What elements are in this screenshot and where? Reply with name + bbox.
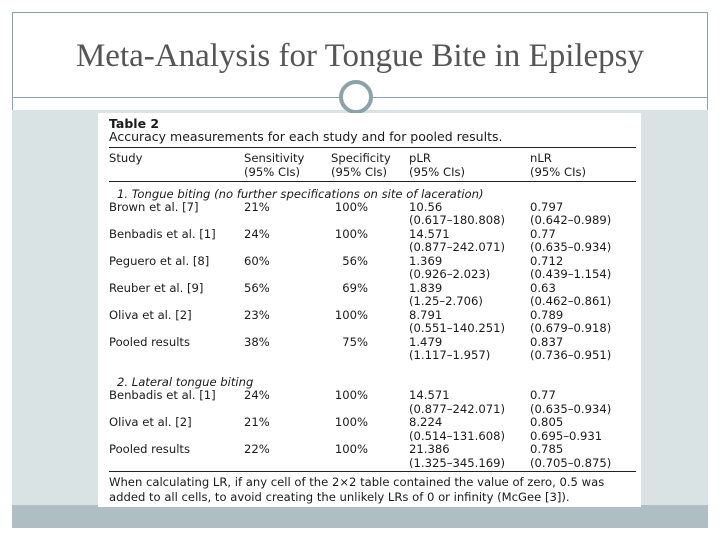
table-row-plr: 8.791 xyxy=(409,308,443,322)
table-row-plr: 14.571 xyxy=(409,227,450,241)
section-1-label: 1. Tongue biting (no further specifications on site of laceration) xyxy=(117,187,484,201)
table-rule-bottom xyxy=(109,471,636,472)
header-plr: pLR xyxy=(409,151,431,165)
table-row-plr-ci: (0.877–242.071) xyxy=(409,240,505,254)
table-row-nlr-ci: (0.635–0.934) xyxy=(530,240,612,254)
table-row-nlr: 0.77 xyxy=(530,227,556,241)
table-row-study: Benbadis et al. [1] xyxy=(109,227,216,241)
table-image xyxy=(98,113,641,507)
table-rule-header xyxy=(109,181,636,182)
section-2-label: 2. Lateral tongue biting xyxy=(117,375,254,389)
table-row-sensitivity: 24% xyxy=(244,388,270,402)
table-row-sensitivity: 21% xyxy=(244,415,270,429)
table-row-nlr: 0.837 xyxy=(530,335,564,349)
table-row-plr: 1.479 xyxy=(409,335,443,349)
header-sensitivity-ci: (95% CIs) xyxy=(244,165,301,179)
table-row-specificity: 100% xyxy=(334,442,368,456)
table-row-specificity: 100% xyxy=(334,308,368,322)
table-row-nlr: 0.797 xyxy=(530,200,564,214)
table-row-study: Pooled results xyxy=(109,335,191,349)
table-row-plr-ci: (1.325–345.169) xyxy=(409,456,505,470)
table-row-specificity: 75% xyxy=(342,335,368,349)
table-row-nlr-ci: (0.439–1.154) xyxy=(530,267,612,281)
table-row-plr: 8.224 xyxy=(409,415,443,429)
table-row-specificity: 100% xyxy=(334,388,368,402)
table-row-specificity: 69% xyxy=(342,281,368,295)
header-specificity: Specificity xyxy=(331,151,391,165)
table-row-nlr: 0.789 xyxy=(530,308,564,322)
table-row-nlr: 0.63 xyxy=(530,281,556,295)
table-row-plr-ci: (0.877–242.071) xyxy=(409,402,505,416)
table-row-plr: 10.56 xyxy=(409,200,443,214)
table-row-sensitivity: 21% xyxy=(244,200,270,214)
table-row-plr: 21.386 xyxy=(409,442,450,456)
table-row-sensitivity: 24% xyxy=(244,227,270,241)
table-label: Table 2 xyxy=(109,116,160,131)
table-rule-top xyxy=(109,147,636,148)
table-row-study: Oliva et al. [2] xyxy=(109,308,192,322)
table-row-nlr: 0.77 xyxy=(530,388,556,402)
table-row-nlr: 0.805 xyxy=(530,415,564,429)
table-row-specificity: 100% xyxy=(334,200,368,214)
table-row-nlr: 0.712 xyxy=(530,254,564,268)
table-row-plr-ci: (1.117–1.957) xyxy=(409,348,491,362)
table-row-plr-ci: (0.617–180.808) xyxy=(409,213,505,227)
table-caption: Accuracy measurements for each study and for pooled results. xyxy=(109,129,503,144)
decorative-circle-icon xyxy=(339,80,373,114)
header-specificity-ci: (95% CIs) xyxy=(331,165,388,179)
table-row-specificity: 100% xyxy=(334,415,368,429)
table-row-plr-ci: (0.514–131.608) xyxy=(409,429,505,443)
table-row-sensitivity: 38% xyxy=(244,335,270,349)
table-row-specificity: 56% xyxy=(342,254,368,268)
header-nlr: nLR xyxy=(530,151,552,165)
table-row-nlr-ci: (0.679–0.918) xyxy=(530,321,612,335)
table-row-sensitivity: 56% xyxy=(244,281,270,295)
header-sensitivity: Sensitivity xyxy=(244,151,305,165)
table-footnote: When calculating LR, if any cell of the 2×2 table contained the value of zero, 0.5 was added to all cells, to avoid creating the unlikely LRs of 0 or infinity (McGee [3]). xyxy=(109,475,605,504)
table-row-study: Reuber et al. [9] xyxy=(109,281,204,295)
table-row-study: Oliva et al. [2] xyxy=(109,415,192,429)
table-row-plr-ci: (0.551–140.251) xyxy=(409,321,505,335)
table-row-study: Brown et al. [7] xyxy=(109,200,199,214)
table-row-nlr-ci: (0.462–0.861) xyxy=(530,294,612,308)
table-row-study: Pooled results xyxy=(109,442,191,456)
bottom-bar xyxy=(12,505,708,528)
table-row-specificity: 100% xyxy=(334,227,368,241)
table-row-plr: 14.571 xyxy=(409,388,450,402)
table-row-sensitivity: 22% xyxy=(244,442,270,456)
table-row-sensitivity: 60% xyxy=(244,254,270,268)
table-row-study: Peguero et al. [8] xyxy=(109,254,210,268)
header-study: Study xyxy=(109,151,143,165)
table-row-plr: 1.369 xyxy=(409,254,443,268)
slide-title: Meta-Analysis for Tongue Bite in Epilepsy xyxy=(75,38,645,74)
table-row-nlr-ci: 0.695–0.931 xyxy=(530,429,603,443)
table-row-nlr-ci: (0.642–0.989) xyxy=(530,213,612,227)
table-row-nlr-ci: (0.736–0.951) xyxy=(530,348,612,362)
table-row-study: Benbadis et al. [1] xyxy=(109,388,216,402)
table-row-sensitivity: 23% xyxy=(244,308,270,322)
table-row-nlr-ci: (0.635–0.934) xyxy=(530,402,612,416)
table-row-plr: 1.839 xyxy=(409,281,443,295)
table-row-nlr-ci: (0.705–0.875) xyxy=(530,456,612,470)
table-row-nlr: 0.785 xyxy=(530,442,564,456)
header-plr-ci: (95% CIs) xyxy=(409,165,466,179)
table-row-plr-ci: (1.25–2.706) xyxy=(409,294,483,308)
table-row-plr-ci: (0.926–2.023) xyxy=(409,267,491,281)
header-nlr-ci: (95% CIs) xyxy=(530,165,587,179)
